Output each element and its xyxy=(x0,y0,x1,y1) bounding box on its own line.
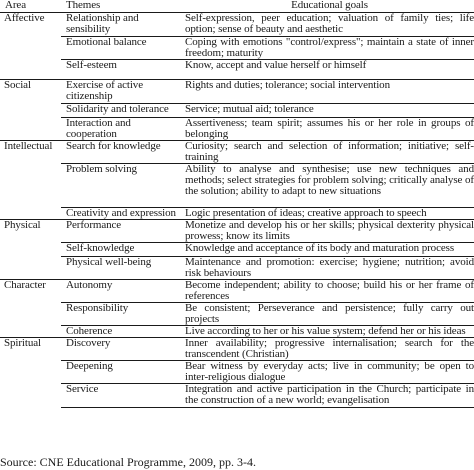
theme-cell: Self-knowledge xyxy=(61,243,182,257)
table-row xyxy=(0,338,474,361)
theme-cell: Solidarity and tolerance xyxy=(61,104,182,118)
table-header-row xyxy=(0,0,474,13)
goal-cell: Become independent; ability to choose; build his or her frame of references xyxy=(182,280,474,303)
goal-cell: Assertiveness; team spirit; assumes his or her role in groups of belonging xyxy=(182,118,474,141)
table-row xyxy=(0,220,474,243)
theme-cell: Relationship and sensibility xyxy=(61,13,182,37)
area-cell: Intellectual xyxy=(0,141,61,220)
theme-cell: Creativity and expression xyxy=(61,208,182,220)
table-row xyxy=(0,13,474,37)
table-row xyxy=(0,164,474,208)
header-area: Area xyxy=(0,0,61,13)
theme-cell: Autonomy xyxy=(61,280,182,303)
table-row xyxy=(0,80,474,104)
goal-cell: Be consistent; Perseverance and persistence; fully carry out projects xyxy=(182,303,474,326)
goal-cell: Bear witness by everyday acts; live in community; be open to inter-religious dialogue xyxy=(182,361,474,384)
theme-cell: Performance xyxy=(61,220,182,243)
area-cell: Social xyxy=(0,80,61,141)
goal-cell: Knowledge and acceptance of its body and maturation process xyxy=(182,243,474,257)
theme-cell: Problem solving xyxy=(61,164,182,208)
goal-cell: Monetize and develop his or her skills; physical dexterity physical prowess; know its limits xyxy=(182,220,474,243)
theme-cell: Interaction and cooperation xyxy=(61,118,182,141)
goal-cell: Live according to her or his value system; defend her or his ideas xyxy=(182,326,474,338)
goal-cell: Service; mutual aid; tolerance xyxy=(182,104,474,118)
goal-cell: Know, accept and value herself or himself xyxy=(182,60,474,80)
goal-cell: Curiosity; search and selection of information; initiative; self-training xyxy=(182,141,474,164)
theme-cell: Deepening xyxy=(61,361,182,384)
goal-cell: Ability to analyse and synthesise; use new techniques and methods; select strategies for problem solving; critically analyse of the solution; ability to adapt to new situations xyxy=(182,164,474,208)
goal-cell: Rights and duties; tolerance; social intervention xyxy=(182,80,474,104)
theme-cell: Emotional balance xyxy=(61,37,182,60)
table-row xyxy=(0,384,474,408)
area-cell: Character xyxy=(0,280,61,338)
area-cell: Affective xyxy=(0,13,61,80)
table-row xyxy=(0,280,474,303)
theme-cell: Responsibility xyxy=(61,303,182,326)
table-row xyxy=(0,326,474,338)
table-row xyxy=(0,303,474,326)
goal-cell: Inner availability; progressive internalisation; search for the transcendent (Christian) xyxy=(182,338,474,361)
area-cell: Physical xyxy=(0,220,61,280)
table-row xyxy=(0,60,474,80)
table-row xyxy=(0,208,474,220)
table-row xyxy=(0,257,474,280)
area-cell: Spiritual xyxy=(0,338,61,408)
goal-cell: Maintenance and promotion: exercise; hygiene; nutrition; avoid risk behaviours xyxy=(182,257,474,280)
source-note: Source: CNE Educational Programme, 2009, pp. 3-4. xyxy=(0,455,256,469)
table-row xyxy=(0,118,474,141)
table-row xyxy=(0,104,474,118)
goal-cell: Self-expression, peer education; valuation of family ties; life option; sense of beauty and aesthetic xyxy=(182,13,474,37)
table-row xyxy=(0,361,474,384)
theme-cell: Exercise of active citizenship xyxy=(61,80,182,104)
goal-cell: Logic presentation of ideas; creative approach to speech xyxy=(182,208,474,220)
header-educational-goals: Educational goals xyxy=(182,0,474,13)
header-themes: Themes xyxy=(61,0,182,13)
theme-cell: Search for knowledge xyxy=(61,141,182,164)
goal-cell: Integration and active participation in the Church; participate in the construction of a new world; evangelisation xyxy=(182,384,474,408)
theme-cell: Physical well-being xyxy=(61,257,182,280)
table-row xyxy=(0,141,474,164)
table-row xyxy=(0,243,474,257)
theme-cell: Service xyxy=(61,384,182,408)
goal-cell: Coping with emotions "control/express"; maintain a state of inner freedom; maturity xyxy=(182,37,474,60)
theme-cell: Coherence xyxy=(61,326,182,338)
theme-cell: Self-esteem xyxy=(61,60,182,80)
table-body xyxy=(0,13,474,408)
theme-cell: Discovery xyxy=(61,338,182,361)
table-row xyxy=(0,37,474,60)
